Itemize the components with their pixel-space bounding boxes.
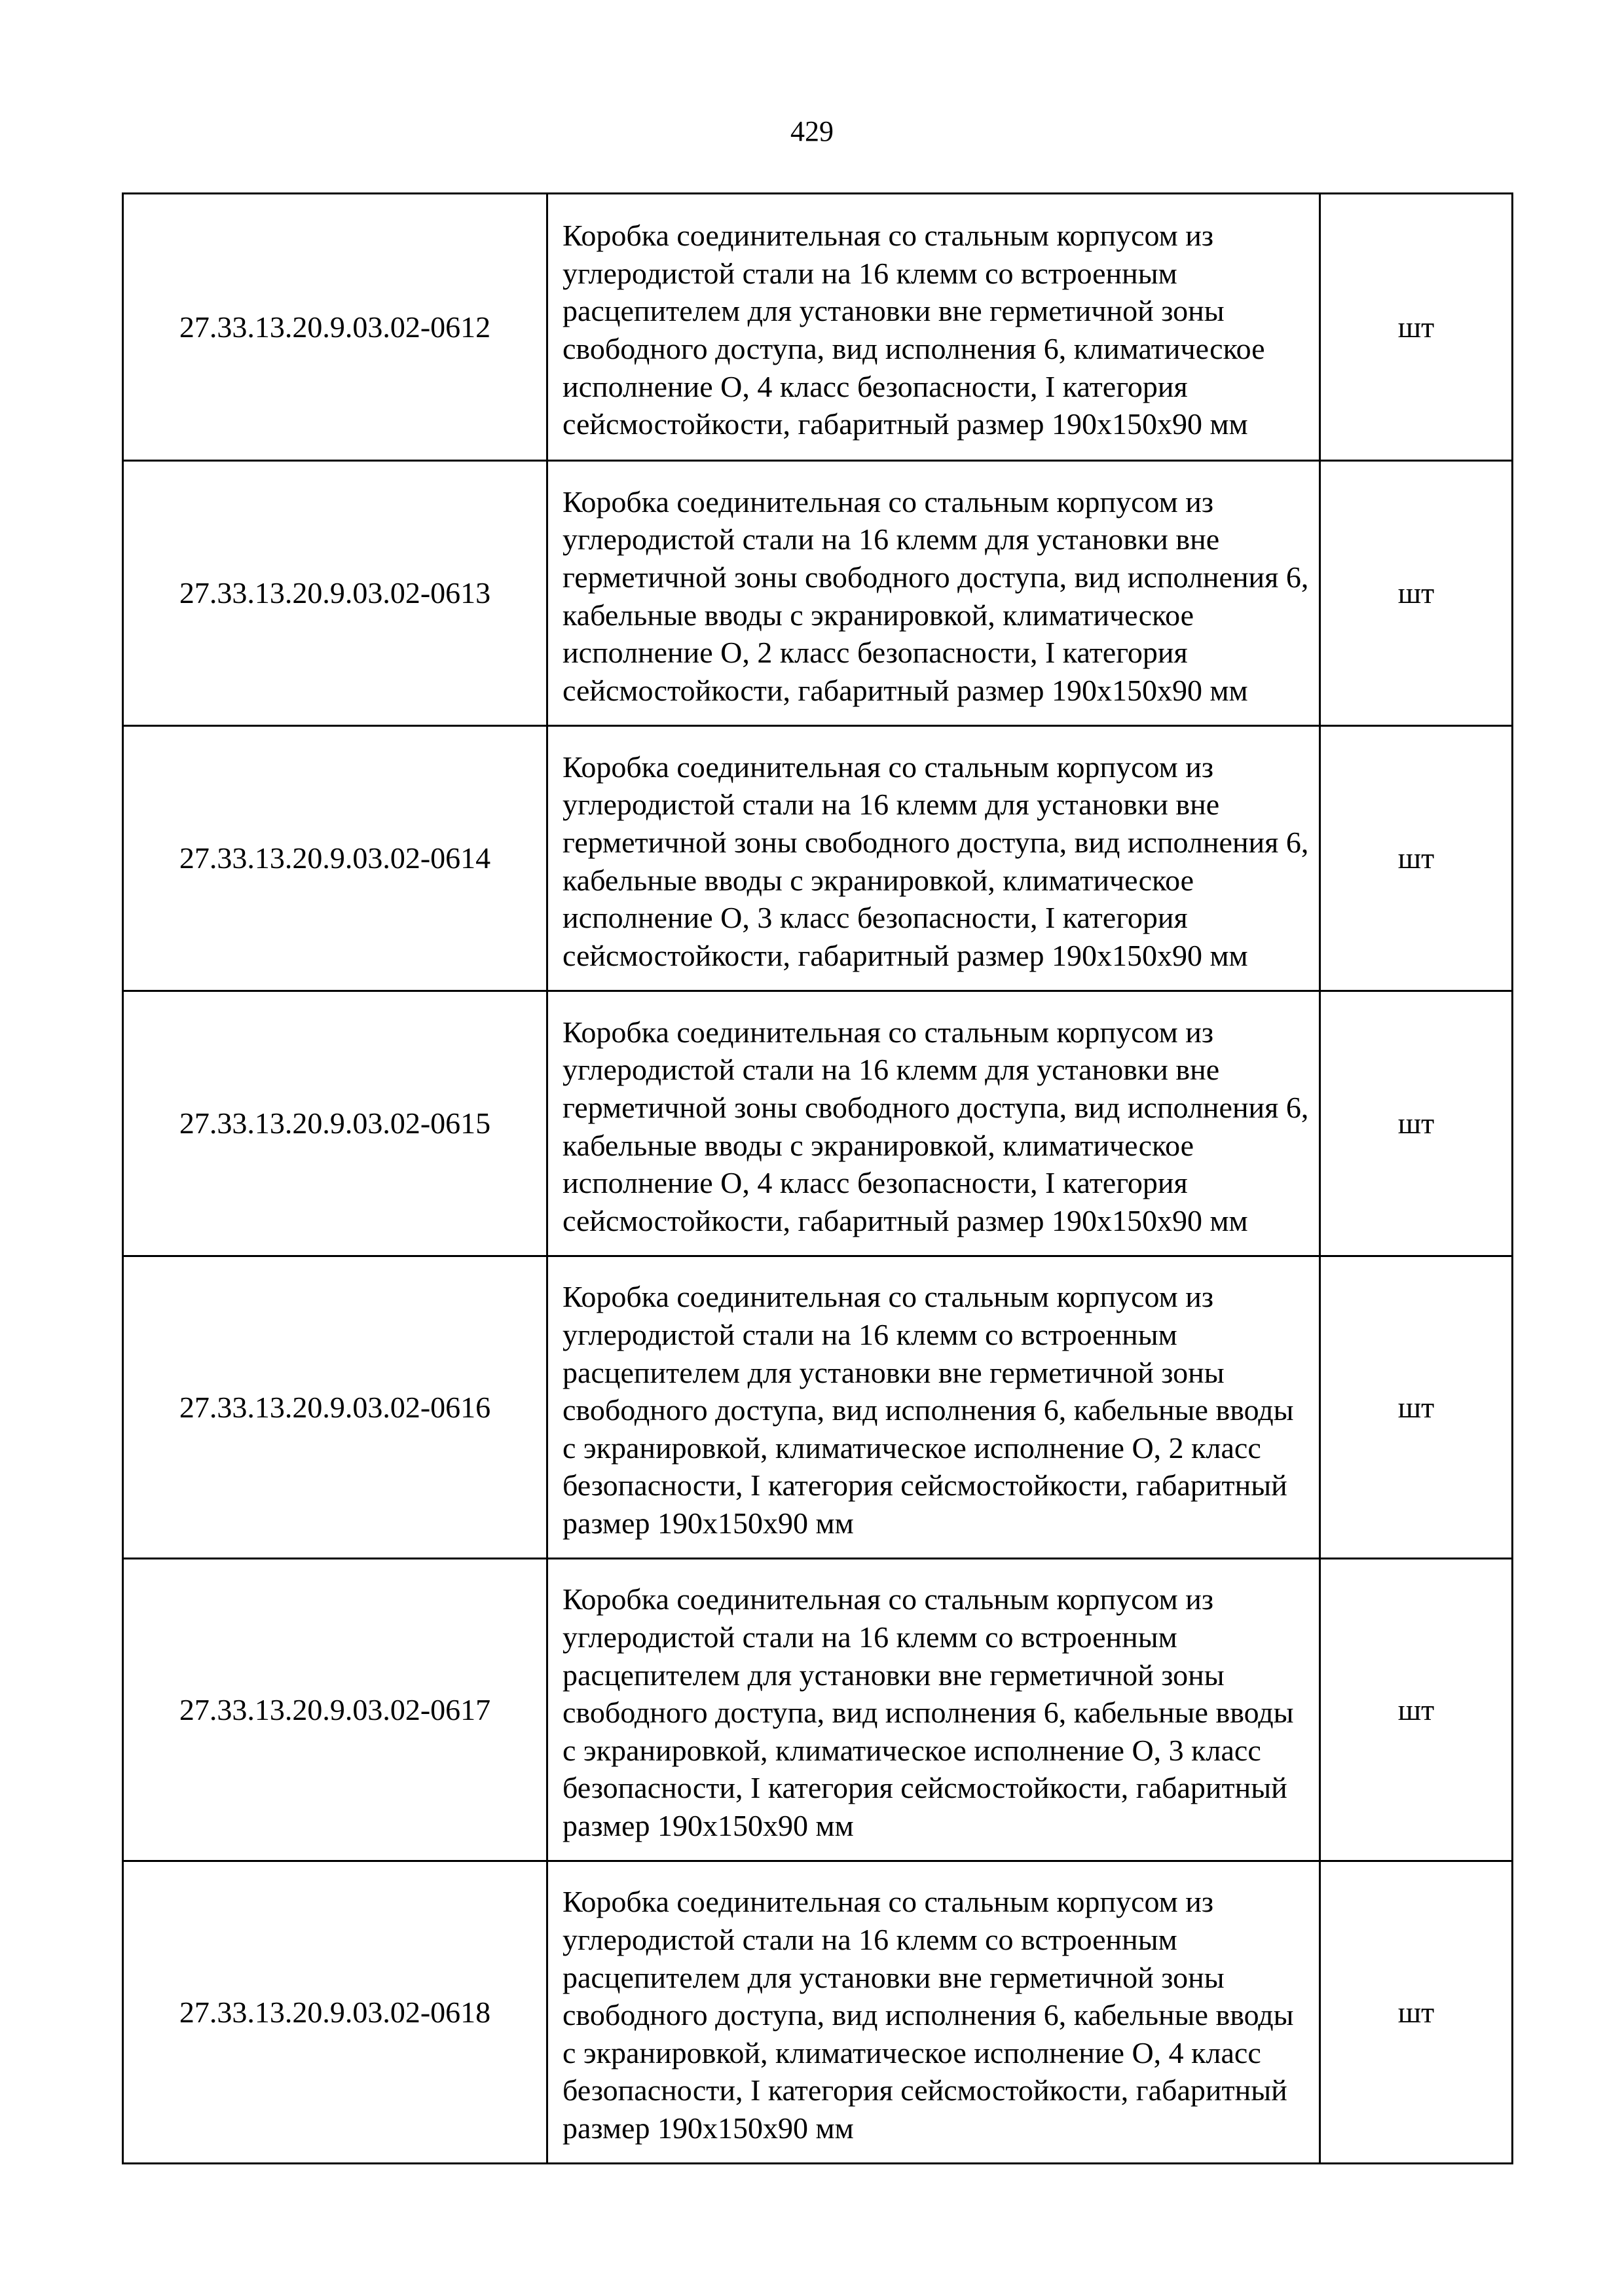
resource-code: 27.33.13.20.9.03.02-0613	[123, 461, 547, 726]
table-row	[123, 991, 1513, 1256]
table-row	[123, 1861, 1513, 2164]
unit-of-measure: шт	[1320, 1559, 1513, 1861]
resource-description: Коробка соединительная со стальным корпусом из углеродистой стали на 16 клемм со встроенным расцепителем для установки вне герметичной зоны свободного доступа, вид исполнения 6, кабельные вводы с экранировкой, климатическое исполнение О, 2 класс безопасности, I категория сейсмостойкости, габаритный размер 190х150х90 мм	[547, 1256, 1320, 1559]
resource-code: 27.33.13.20.9.03.02-0614	[123, 726, 547, 991]
resource-code: 27.33.13.20.9.03.02-0612	[123, 194, 547, 461]
unit-of-measure: шт	[1320, 461, 1513, 726]
resource-code: 27.33.13.20.9.03.02-0617	[123, 1559, 547, 1861]
resource-description: Коробка соединительная со стальным корпусом из углеродистой стали на 16 клемм для установки вне герметичной зоны свободного доступа, вид исполнения 6, кабельные вводы с экранировкой, климатическое исполнение О, 3 класс безопасности, I категория сейсмостойкости, габаритный размер 190х150х90 мм	[547, 726, 1320, 991]
unit-of-measure: шт	[1320, 991, 1513, 1256]
resource-description: Коробка соединительная со стальным корпусом из углеродистой стали на 16 клемм для установки вне герметичной зоны свободного доступа, вид исполнения 6, кабельные вводы с экранировкой, климатическое исполнение О, 4 класс безопасности, I категория сейсмостойкости, габаритный размер 190х150х90 мм	[547, 991, 1320, 1256]
unit-of-measure: шт	[1320, 1256, 1513, 1559]
resource-description: Коробка соединительная со стальным корпусом из углеродистой стали на 16 клемм для установки вне герметичной зоны свободного доступа, вид исполнения 6, кабельные вводы с экранировкой, климатическое исполнение О, 2 класс безопасности, I категория сейсмостойкости, габаритный размер 190х150х90 мм	[547, 461, 1320, 726]
page-number: 429	[790, 115, 834, 147]
resource-code: 27.33.13.20.9.03.02-0615	[123, 991, 547, 1256]
table-row	[123, 194, 1513, 461]
table-row	[123, 1256, 1513, 1559]
table-row	[123, 726, 1513, 991]
resource-code: 27.33.13.20.9.03.02-0618	[123, 1861, 547, 2164]
resource-description: Коробка соединительная со стальным корпусом из углеродистой стали на 16 клемм со встроенным расцепителем для установки вне герметичной зоны свободного доступа, вид исполнения 6, климатическое исполнение О, 4 класс безопасности, I категория сейсмостойкости, габаритный размер 190х150х90 мм	[547, 194, 1320, 461]
resource-table	[122, 192, 1513, 2164]
unit-of-measure: шт	[1320, 1861, 1513, 2164]
resource-description: Коробка соединительная со стальным корпусом из углеродистой стали на 16 клемм со встроенным расцепителем для установки вне герметичной зоны свободного доступа, вид исполнения 6, кабельные вводы с экранировкой, климатическое исполнение О, 4 класс безопасности, I категория сейсмостойкости, габаритный размер 190х150х90 мм	[547, 1861, 1320, 2164]
table-row	[123, 461, 1513, 726]
table-row	[123, 1559, 1513, 1861]
unit-of-measure: шт	[1320, 726, 1513, 991]
resource-description: Коробка соединительная со стальным корпусом из углеродистой стали на 16 клемм со встроенным расцепителем для установки вне герметичной зоны свободного доступа, вид исполнения 6, кабельные вводы с экранировкой, климатическое исполнение О, 3 класс безопасности, I категория сейсмостойкости, габаритный размер 190х150х90 мм	[547, 1559, 1320, 1861]
resource-code: 27.33.13.20.9.03.02-0616	[123, 1256, 547, 1559]
unit-of-measure: шт	[1320, 194, 1513, 461]
